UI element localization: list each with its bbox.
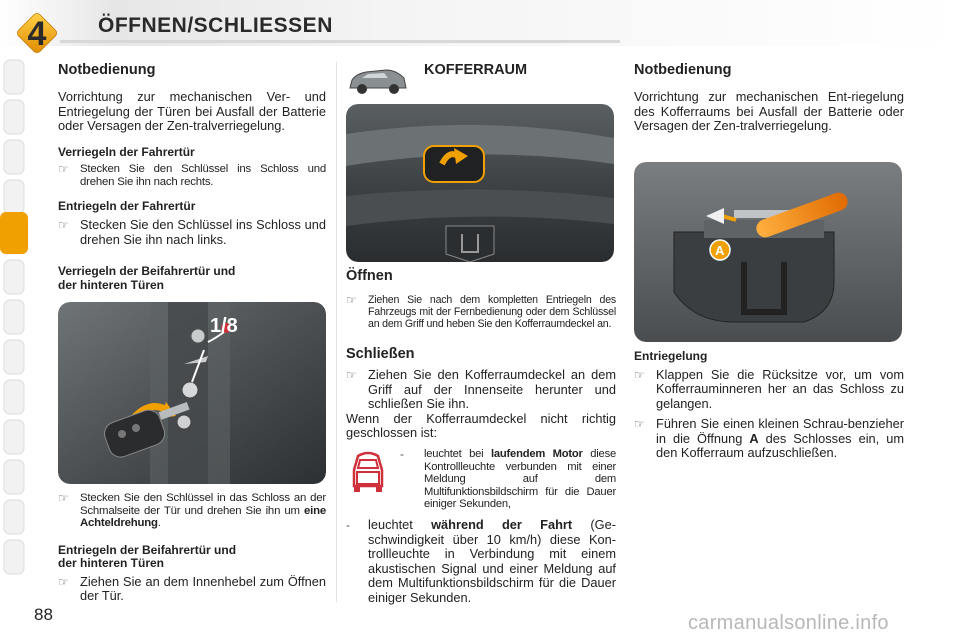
bullet-lock-passenger: ☞ Stecken Sie den Schlüssel in das Schloss an der Schmalseite der Tür und drehen Sie ihn um eine Achteldrehung. xyxy=(58,491,326,530)
chapter-tabs[interactable] xyxy=(0,50,28,590)
condition-text: Wenn der Kofferraumdeckel nicht richtig geschlossen ist: xyxy=(346,410,616,441)
bullet-icon: ☞ xyxy=(346,293,357,307)
display-item-driving: - leuchtet während der Fahrt (Ge-schwindigkeit über 10 km/h) diese Kon-trollleuchte in Verbindung mit einem akustischen Signal und einer Meldung auf dem Multifunktionsbildschirm für die Dauer einiger Sekunden. xyxy=(346,517,617,605)
intro-text: Vorrichtung zur mechanischen Ver- und Entriegelung der Türen bei Ausfall der Batterie oder Versagen der Zen-tralverriegelung. xyxy=(58,89,326,134)
bullet-open: ☞ Ziehen Sie nach dem kompletten Entriegeln des Fahrzeugs mit der Fernbedienung oder dem Schlüssel an dem Griff und heben Sie den Kofferraumdeckel an. xyxy=(346,293,616,330)
open-heading: Öffnen xyxy=(346,268,393,284)
bullet-icon: ☞ xyxy=(634,367,645,382)
bullet-lock-driver: ☞ Stecken Sie den Schlüssel ins Schloss und drehen Sie ihn nach rechts. xyxy=(58,162,326,188)
display-item-engine-running: - leuchtet bei laufendem Motor diese Kontrollleuchte verbunden mit einer Meldung auf dem Multifunktionsbildschirm für die Dauer einiger Sekunden, xyxy=(400,447,616,510)
bullet-unlock-passenger: ☞ Ziehen Sie an dem Innenhebel zum Öffnen der Tür. xyxy=(58,573,326,604)
left-column xyxy=(58,62,326,292)
middle-column xyxy=(346,268,616,441)
close-heading: Schließen xyxy=(346,346,415,362)
eighth-turn-label: 1/8 xyxy=(210,315,238,337)
intro-text: Vorrichtung zur mechanischen Ent-riegelung des Kofferraums bei Ausfall der Batterie oder Versagen der Zen-tralverriegelung. xyxy=(634,89,904,134)
section-heading: Notbedienung xyxy=(58,62,156,78)
bullet-icon: ☞ xyxy=(58,162,69,177)
door-lock-photo xyxy=(58,302,326,484)
subheading-lock-driver: Verriegeln der Fahrertür xyxy=(58,144,195,159)
trunk-handle-photo xyxy=(346,104,614,262)
bullet-icon: ☞ xyxy=(58,491,69,505)
chapter-number: 4 xyxy=(27,15,47,53)
bullet-icon: ☞ xyxy=(58,574,69,589)
trunk-lock-photo xyxy=(634,162,902,342)
subheading-lock-passenger: Verriegeln der Beifahrertür und der hinteren Türen xyxy=(58,264,236,292)
trunk-heading: KOFFERRAUM xyxy=(424,62,528,78)
bullet-screwdriver: ☞ Führen Sie einen kleinen Schrau-benzieher in die Öffnung A des Schlosses ein, um den Kofferraum aufzuschließen. xyxy=(634,416,904,461)
subheading-unlock-driver: Entriegeln der Fahrertür xyxy=(58,199,196,214)
right-column xyxy=(634,62,904,134)
opening-a-label: A xyxy=(715,243,725,258)
bullet-close: ☞ Ziehen Sie den Kofferraumdeckel an dem Griff auf der Innenseite herunter und schließen Sie ihn. xyxy=(346,367,616,412)
bullet-icon: ☞ xyxy=(634,417,645,432)
car-icon xyxy=(346,64,410,96)
subheading-unlock: Entriegelung xyxy=(634,349,708,363)
right-column-bottom xyxy=(634,350,904,461)
column-divider xyxy=(336,62,337,602)
trunk-open-warning-icon xyxy=(348,450,388,494)
left-column-bottom xyxy=(58,492,326,604)
section-heading: Notbedienung xyxy=(634,62,732,78)
bullet-unlock-driver: ☞ Stecken Sie den Schlüssel ins Schloss und drehen Sie ihn nach links. xyxy=(58,216,326,247)
subheading-unlock-passenger: Entriegeln der Beifahrertür und der hinteren Türen xyxy=(58,542,237,571)
bullet-fold-seats: ☞ Klappen Sie die Rücksitze vor, um vom Kofferrauminneren her an das Schloss zu gelangen. xyxy=(634,366,904,411)
bullet-icon: ☞ xyxy=(346,368,357,382)
page-title: ÖFFNEN/SCHLIESSEN xyxy=(98,14,333,37)
page-number: 88 xyxy=(34,605,53,624)
watermark: carmanualsonline.info xyxy=(688,612,889,634)
bullet-icon: ☞ xyxy=(58,217,69,232)
